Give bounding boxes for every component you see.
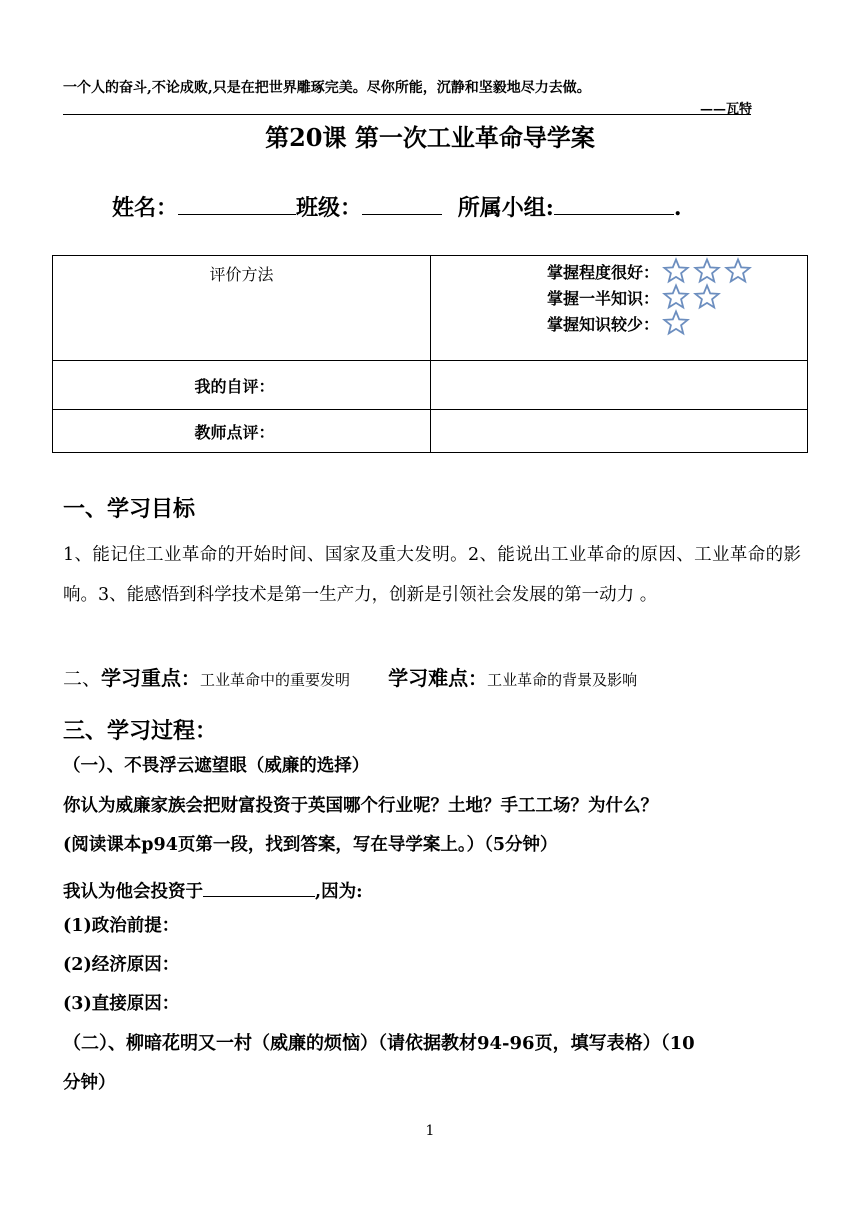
section3-heading: 三、学习过程： <box>63 718 218 744</box>
page-title: 第20课 第一次工业革命导学案 <box>265 123 595 152</box>
header-author: ——瓦特 <box>699 102 752 117</box>
difficulty-label: 学习难点 <box>388 666 469 690</box>
key-point-colon: ： <box>181 668 201 690</box>
teacher-eval-cell <box>53 410 431 453</box>
reason-economic: (2)经济原因： <box>63 955 180 975</box>
teacher-eval-label: 教师点评： <box>194 422 275 442</box>
info-end-mark: . <box>673 195 682 221</box>
star-icon <box>662 283 690 311</box>
star-icon <box>724 257 752 285</box>
subsection2-heading-line1: （二）、柳暗花明又一村（威廉的烦恼）（请依据教材94-96页，填写表格）（10 <box>63 1033 695 1054</box>
eval-method-cell <box>53 256 431 361</box>
subsection2-heading-line2: 分钟） <box>63 1073 116 1093</box>
star-icon <box>662 257 690 285</box>
student-info-line <box>112 191 682 222</box>
legend-text: 掌握一半知识： <box>547 288 660 308</box>
question1: 你认为威廉家族会把财富投资于英国哪个行业呢？土地？手工工场？为什么？ <box>63 796 658 816</box>
class-label: 班级： <box>296 195 363 221</box>
difficulty-text: 工业革命的背景及影响 <box>487 671 638 689</box>
reason-direct: (3)直接原因： <box>63 994 180 1014</box>
eval-method-label: 评价方法 <box>209 265 274 284</box>
legend-text: 掌握程度很好： <box>547 262 660 282</box>
legend-row <box>431 310 807 336</box>
difficulty-colon: ： <box>468 668 488 690</box>
self-eval-input[interactable] <box>431 361 808 410</box>
evaluation-table <box>52 255 808 453</box>
header-rule <box>63 114 751 115</box>
star-icon <box>662 309 690 337</box>
key-point-label: 学习重点 <box>101 666 182 690</box>
star-icon <box>693 257 721 285</box>
group-label: 所属小组: <box>457 195 554 221</box>
star-icon <box>693 283 721 311</box>
question1-hint: (阅读课本p94页第一段，找到答案，写在导学案上。）（5分钟） <box>63 835 558 855</box>
header-quote: 一个人的奋斗,不论成败,只是在把世界雕琢完美。尽你所能，沉静和坚毅地尽力去做。 <box>63 80 591 96</box>
answer-prefix: 我认为他会投资于 <box>63 882 203 902</box>
answer-suffix: ,因为: <box>315 882 363 902</box>
star-legend <box>431 256 807 336</box>
eval-legend-cell <box>431 256 808 361</box>
group-field[interactable] <box>554 192 674 215</box>
teacher-eval-input[interactable] <box>431 410 808 453</box>
section2-prefix: 二、 <box>63 668 102 690</box>
key-point-text: 工业革命中的重要发明 <box>200 671 351 689</box>
answer-line <box>63 878 363 902</box>
legend-row <box>431 284 807 310</box>
self-eval-label: 我的自评： <box>194 376 275 396</box>
page-number: 1 <box>425 1123 435 1139</box>
legend-row <box>431 258 807 284</box>
reason-political: (1)政治前提： <box>63 916 180 936</box>
self-eval-cell <box>53 361 431 410</box>
section1-text: 1、能记住工业革命的开始时间、国家及重大发明。2、能说出工业革命的原因、工业革命的影响。3、能感悟到科学技术是第一生产力，创新是引领社会发展的第一动力 。 <box>63 545 801 605</box>
class-field[interactable] <box>362 192 442 215</box>
name-label: 姓名： <box>112 195 179 221</box>
name-field[interactable] <box>178 192 296 215</box>
answer-field[interactable] <box>203 878 315 897</box>
subsection1-heading: （一）、不畏浮云遮望眼（威廉的选择） <box>63 756 370 776</box>
section1-heading: 一、学习目标 <box>63 496 196 522</box>
section2-line <box>63 668 637 689</box>
legend-text: 掌握知识较少： <box>547 314 660 334</box>
